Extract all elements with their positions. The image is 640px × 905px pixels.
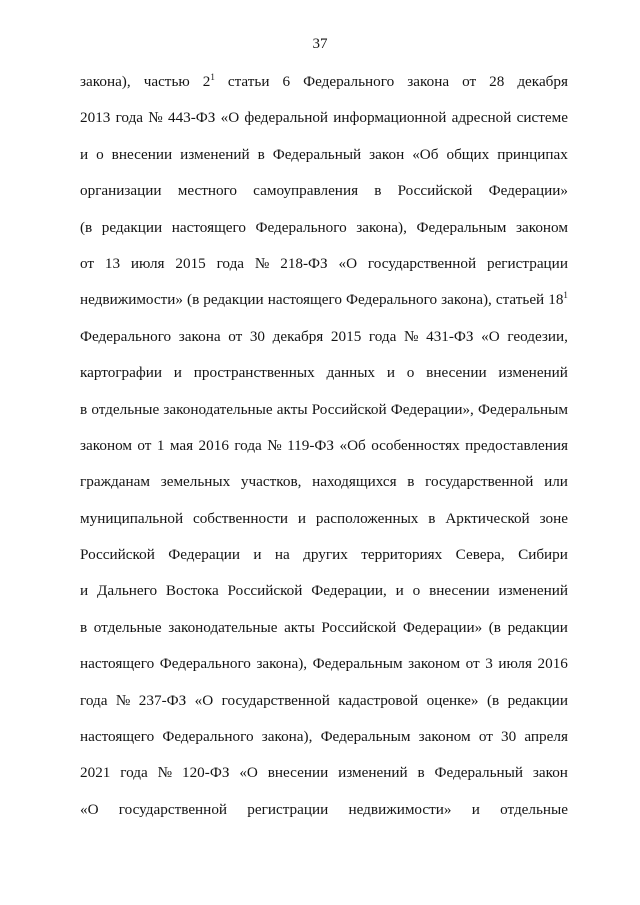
word: 1 — [156, 436, 165, 454]
word: 6 — [282, 73, 291, 90]
word: законом — [515, 218, 568, 236]
word: о — [96, 145, 104, 163]
word: зоне — [539, 509, 568, 527]
word: внесении — [429, 582, 490, 600]
word: Федерации, — [311, 582, 387, 600]
word: закона — [407, 73, 450, 90]
word: в — [257, 145, 265, 163]
text-line — [80, 501, 568, 537]
word: настоящего — [171, 218, 246, 236]
word: организации — [80, 182, 162, 200]
word: Федеральным — [478, 400, 568, 418]
word: 2016 — [198, 436, 229, 454]
word: в — [80, 618, 88, 636]
word: «О — [80, 800, 99, 818]
word: Федерального — [303, 73, 395, 90]
word: мая — [169, 436, 194, 454]
word: изменений — [498, 582, 568, 600]
word: и — [80, 582, 89, 600]
text-line — [80, 100, 568, 136]
word: акты — [284, 618, 315, 636]
text-line — [80, 792, 568, 828]
text-line — [80, 537, 568, 573]
word: принципах — [497, 145, 568, 163]
word: 2016 — [537, 655, 568, 673]
word: Севера, — [455, 546, 505, 564]
word: Федеральным — [416, 218, 507, 236]
word: Востока — [165, 582, 219, 600]
word: частью — [143, 73, 190, 90]
word: системе — [516, 109, 568, 127]
word: информационной — [333, 109, 447, 127]
text-line — [80, 719, 568, 755]
word: законодательные — [168, 618, 278, 636]
word: Сибири — [518, 546, 568, 564]
word: № — [254, 254, 270, 272]
word: государственной — [425, 473, 534, 491]
word: 237-ФЗ — [138, 691, 187, 709]
word: других — [303, 546, 348, 564]
word: картографии — [80, 364, 162, 382]
word: Федерального — [345, 291, 438, 309]
word: «О — [239, 764, 258, 782]
text-line — [80, 210, 568, 246]
word: от — [137, 436, 152, 454]
superscript-index: 1 — [563, 290, 568, 301]
word: геодезии, — [507, 327, 568, 345]
word: Федерации», — [390, 400, 474, 418]
word: 30 — [249, 327, 266, 345]
text-line — [80, 755, 568, 791]
word: оценке» — [426, 691, 479, 709]
word: и — [386, 364, 395, 382]
word: «О — [481, 327, 500, 345]
word: недвижимости» — [80, 291, 183, 309]
word: Федерации» — [402, 618, 483, 636]
word: «Об — [339, 436, 366, 454]
text-line — [80, 464, 568, 500]
word: государственной — [221, 691, 330, 709]
word: (в — [488, 618, 501, 636]
word: статьи — [227, 73, 270, 90]
text-line — [80, 173, 568, 209]
word: или — [544, 473, 568, 491]
word: адресной — [451, 109, 512, 127]
word: 30 — [501, 728, 517, 746]
word: Российской — [397, 182, 473, 200]
word: настоящего — [80, 655, 155, 673]
word: акты — [276, 400, 308, 418]
word: местного — [177, 182, 237, 200]
word: редакции — [507, 618, 568, 636]
word: $18^1$ — [548, 290, 568, 309]
word: Российской — [321, 618, 397, 636]
word: Федерального — [255, 218, 347, 236]
word: года — [368, 327, 397, 345]
word: редакции — [507, 691, 568, 709]
word: № — [403, 327, 419, 345]
word: настоящего — [267, 291, 342, 309]
word: изменений — [498, 364, 568, 382]
word: и — [253, 546, 262, 564]
word: апреля — [524, 728, 568, 746]
word: от — [228, 327, 243, 345]
word: в — [374, 182, 382, 200]
word: Федерации — [168, 546, 240, 564]
page-number: 37 — [312, 36, 328, 52]
text-line — [80, 646, 568, 682]
word: самоуправления — [253, 182, 359, 200]
word: закона — [178, 327, 221, 345]
text-line — [80, 610, 568, 646]
word: года — [115, 109, 144, 127]
word: Федеральный — [434, 764, 523, 782]
word: 28 — [489, 73, 505, 90]
word: 2015 — [330, 327, 362, 345]
word: 13 — [104, 254, 121, 272]
word: общих — [446, 145, 490, 163]
word: изменений — [180, 145, 250, 163]
word: государственной — [118, 800, 228, 818]
word: «Об — [412, 145, 439, 163]
text-line — [80, 392, 568, 428]
word: Российской — [311, 400, 387, 418]
word: отдельные — [91, 400, 160, 418]
word: гражданам — [80, 473, 151, 491]
text-line — [80, 319, 568, 355]
word: (в — [486, 691, 500, 709]
word: в — [428, 509, 436, 527]
word: внесении — [426, 364, 487, 382]
word: № — [157, 764, 173, 782]
word: в — [80, 400, 88, 418]
word: изменений — [338, 764, 408, 782]
word: закон — [532, 764, 568, 782]
word: года — [216, 254, 245, 272]
word: законодательные — [163, 400, 273, 418]
word: Федеральный — [272, 145, 362, 163]
word: и — [173, 364, 182, 382]
word: о — [412, 582, 421, 600]
word: 431-ФЗ — [426, 327, 474, 345]
word: года — [234, 436, 262, 454]
word: «О — [220, 109, 240, 127]
word: регистрации — [486, 254, 568, 272]
text-line — [80, 246, 568, 282]
word: закона), — [356, 218, 407, 236]
word: законом — [418, 728, 471, 746]
text-line — [80, 683, 568, 719]
word: $2^1$ — [202, 72, 215, 90]
word: Российской — [227, 582, 303, 600]
word: Федерального — [80, 327, 172, 345]
word: Арктической — [445, 509, 530, 527]
word: Российской — [80, 546, 155, 564]
word: 2015 — [175, 254, 206, 272]
word: 443-ФЗ — [167, 109, 216, 127]
word: закона), — [256, 655, 308, 673]
word: и — [395, 582, 404, 600]
word: отдельные — [93, 618, 162, 636]
word: внесении — [267, 764, 329, 782]
word: 120-ФЗ — [181, 764, 230, 782]
word: закона), — [80, 73, 131, 90]
word: на — [274, 546, 290, 564]
word: Федеральным — [312, 655, 403, 673]
word: настоящего — [80, 728, 155, 746]
word: регистрации — [247, 800, 329, 818]
word: Федерации» — [488, 182, 568, 200]
word: редакции — [101, 218, 163, 236]
word: июля — [498, 655, 532, 673]
word: участков, — [240, 473, 302, 491]
word: территориях — [361, 546, 443, 564]
word: декабря — [272, 327, 324, 345]
word: федеральной — [244, 109, 329, 127]
word: государственной — [367, 254, 477, 272]
text-line — [80, 355, 568, 391]
word: года — [120, 764, 148, 782]
word: и — [297, 509, 306, 527]
word: 2021 — [80, 764, 111, 782]
word: закона), — [261, 728, 313, 746]
word: законом — [80, 436, 132, 454]
word: в — [407, 473, 415, 491]
word: № — [115, 691, 131, 709]
word: закона), — [441, 291, 492, 309]
word: Федеральным — [320, 728, 411, 746]
word: Дальнего — [97, 582, 158, 600]
word: 218-ФЗ — [280, 254, 328, 272]
word: от — [462, 73, 477, 90]
word: земельных — [160, 473, 231, 491]
word: от — [80, 254, 95, 272]
word: в — [417, 764, 425, 782]
word: предоставления — [465, 436, 568, 454]
word: «О — [338, 254, 358, 272]
word: особенностях — [371, 436, 460, 454]
word: 3 — [485, 655, 493, 673]
word: июля — [130, 254, 165, 272]
word: от — [465, 655, 480, 673]
word: отдельные — [500, 800, 568, 818]
word: внесении — [111, 145, 173, 163]
word: № — [148, 109, 163, 127]
word: кадастровой — [338, 691, 419, 709]
word: 119-ФЗ — [287, 436, 335, 454]
word: редакции — [203, 291, 264, 309]
word: законом — [408, 655, 461, 673]
word: Федерального — [162, 728, 254, 746]
word: данных — [326, 364, 376, 382]
word: Федерального — [159, 655, 251, 673]
word: (в — [80, 218, 93, 236]
word: и — [471, 800, 480, 818]
word: муниципальной — [80, 509, 184, 527]
word: 2013 — [80, 109, 111, 127]
word: закон — [369, 145, 405, 163]
text-line — [80, 282, 568, 318]
word: недвижимости» — [348, 800, 452, 818]
word: от — [478, 728, 493, 746]
word: и — [80, 145, 89, 163]
word: года — [80, 691, 108, 709]
word: «О — [194, 691, 214, 709]
word: статьей — [495, 291, 545, 309]
word: собственности — [192, 509, 288, 527]
word: декабря — [517, 73, 568, 90]
text-line — [80, 137, 568, 173]
document-body-text — [80, 64, 568, 828]
word: находящихся — [312, 473, 397, 491]
text-line — [80, 428, 568, 464]
word: (в — [187, 291, 200, 309]
word: расположенных — [315, 509, 419, 527]
text-line — [80, 64, 568, 100]
word: пространственных — [193, 364, 315, 382]
word: о — [406, 364, 415, 382]
text-line — [80, 573, 568, 609]
word: № — [267, 436, 282, 454]
superscript-index: 1 — [210, 72, 215, 82]
